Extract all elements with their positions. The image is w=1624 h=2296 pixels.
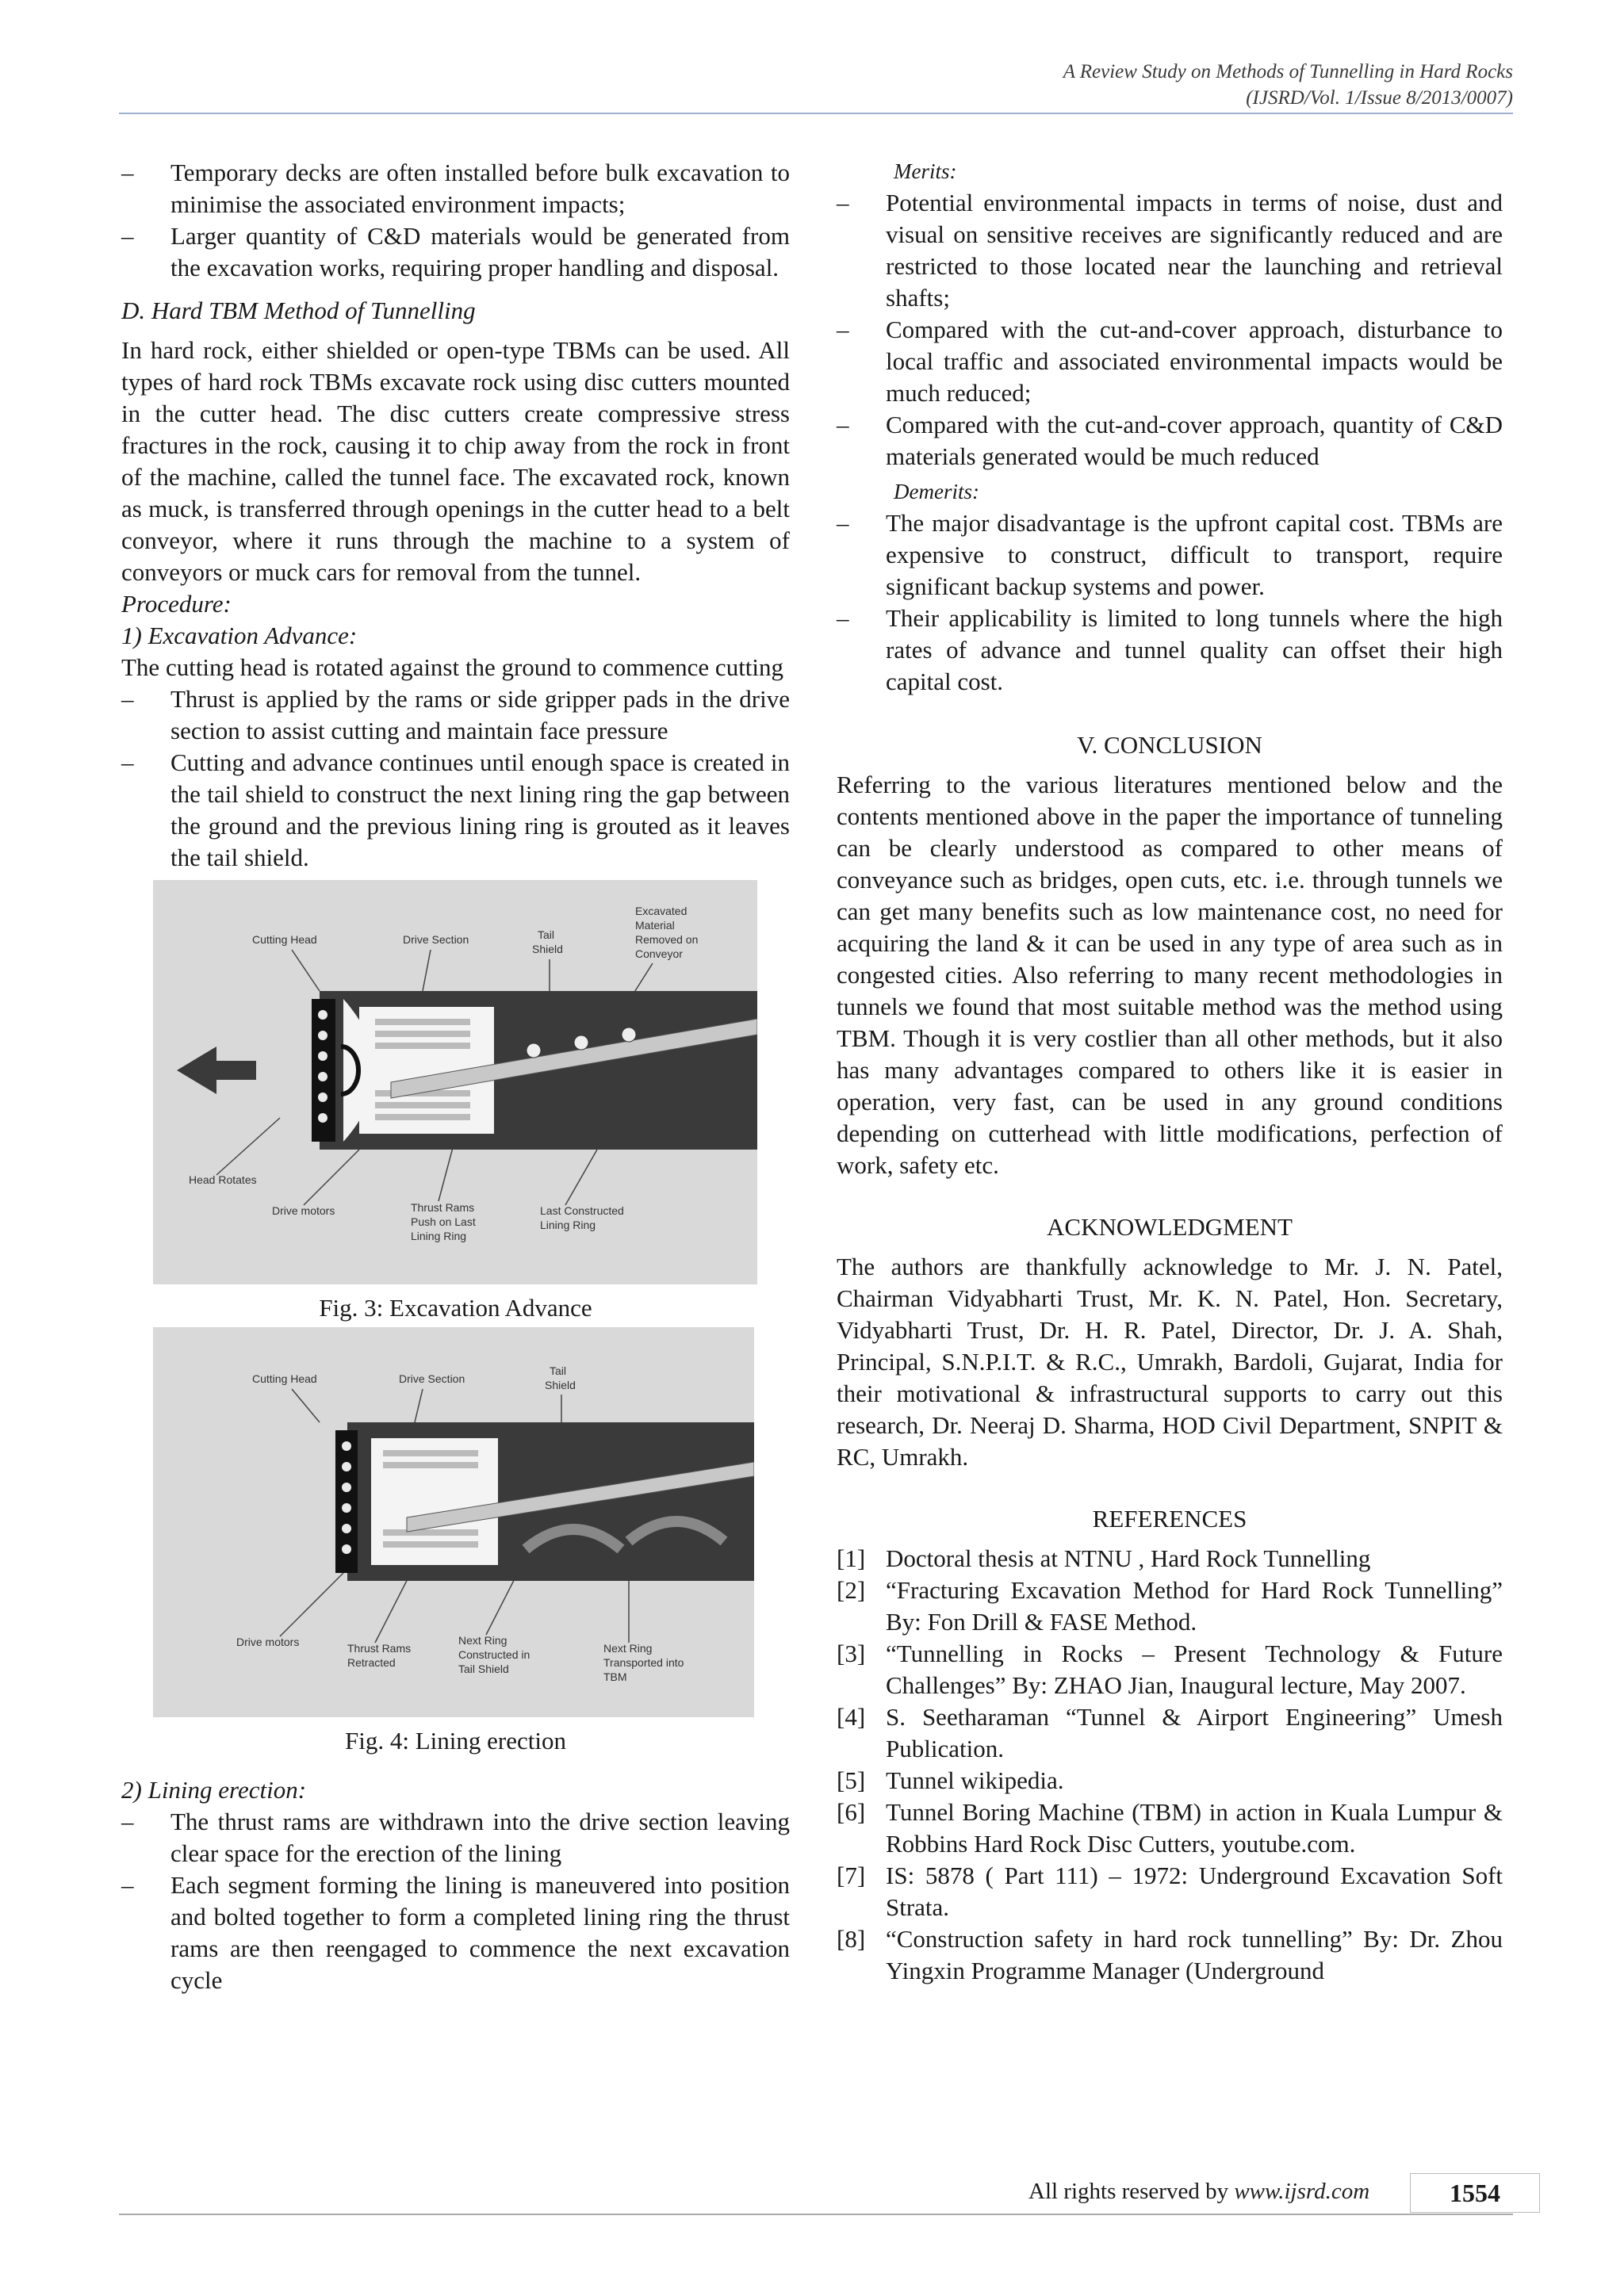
figure-4-caption: Fig. 4: Lining erection [345,1727,566,1755]
reference-item: [2] “Fracturing Excavation Method for Hard Rock Tunnelling” By: Fon Drill & FASE Method. [837,1576,1503,1636]
acknowledgment-paragraph: The authors are thankfully acknowledge to Mr. J. N. Patel, Chairman Vidyabharti Trust, Mr. K. N. Patel, Hon. Secretary, Vidyabharti Trust, Dr. H. R. Patel, Director, Dr. J. A. Shah, Principal, S.N.P.I.T. & R.C., Umrakh, Bardoli, Gujarat, India for their motivational & infrastructural supports to carry out this research, Dr. Neeraj D. Sharma, HOD Civil Department, SNPIT & RC, Umrakh. [837,1253,1503,1471]
step1-heading: 1) Excavation Advance: [121,622,358,649]
svg-text:Drive motors: Drive motors [272,1204,335,1217]
svg-text:Push on Last: Push on Last [411,1215,476,1228]
footer-site-link[interactable]: www.ijsrd.com [1234,2179,1370,2204]
svg-text:Cutting Head: Cutting Head [252,933,317,946]
list-item: – Potential environmental impacts in terms of noise, dust and visual on sensitive receives are significantly reduced and are restricted to those located near the launching and retrieval shafts; [837,189,1503,312]
svg-text:Drive Section: Drive Section [403,933,469,946]
list-item: – Larger quantity of C&D materials would be generated from the excavation works, requiring proper handling and disposal. [121,222,790,281]
svg-text:Thrust Rams: Thrust Rams [411,1201,475,1214]
list-item: – Each segment forming the lining is maneuvered into position and bolted together to form a completed lining ring the thrust rams are then reengaged to commence the next excavation cycle [121,1871,790,1994]
merits-heading: Merits: [894,159,957,183]
conclusion-heading: V. CONCLUSION [1077,731,1262,759]
svg-text:Lining Ring: Lining Ring [411,1230,467,1242]
svg-text:Thrust Rams: Thrust Rams [347,1642,412,1655]
reference-item: [1] Doctoral thesis at NTNU , Hard Rock Tunnelling [837,1544,1371,1572]
reference-item: [7] IS: 5878 ( Part 111) – 1972: Underground Excavation Soft Strata. [837,1862,1503,1921]
header-rule [119,113,1513,114]
acknowledgment-heading: ACKNOWLEDGMENT [1047,1213,1293,1241]
conclusion-paragraph: Referring to the various literatures mentioned below and the contents mentioned above in the paper the importance of tunneling can be clearly understood as compared to other means of conveyance such as bridges, open cuts, etc. i.e. through tunnels we can get many benefits such as low maintenance cost, no need for acquiring the land & it can be used in any type of area such as in congested cities. Also referring to many recent methodologies in tunnels we found that most suitable method was the method using TBM. Though it is very costlier than all other methods, but it also has many advantages compared to others like it is easier in operation, very fast, can be used in any ground conditions depending on cutterhead with little modifications, perfection of work, safety etc. [837,771,1503,1179]
svg-text:Next Ring: Next Ring [458,1634,508,1647]
section-heading-d: D. Hard TBM Method of Tunnelling [121,297,476,324]
footer-rule [119,2214,1513,2215]
list-item: – Thrust is applied by the rams or side gripper pads in the drive section to assist cutting and maintain face pressure [121,685,790,744]
svg-text:Shield: Shield [532,943,563,955]
excavation-advance-diagram [153,880,757,1284]
svg-text:Tail: Tail [538,928,555,941]
svg-text:Conveyor: Conveyor [635,947,683,960]
list-item: – Compared with the cut-and-cover approach, quantity of C&D materials generated would be much reduced [837,411,1503,470]
reference-item: [4] S. Seetharaman “Tunnel & Airport Engineering” Umesh Publication. [837,1703,1503,1762]
paragraph-tbm: In hard rock, either shielded or open-type TBMs can be used. All types of hard rock TBMs excavate rock using disc cutters mounted in the cutter head. The disc cutters create compressive stress fractures in the rock, causing it to chip away from the rock in front of the machine, called the tunnel face. The excavated rock, known as muck, is transferred through openings in the cutter head to a belt conveyor, where it runs through the machine to a system of conveyors or muck cars for removal from the tunnel. [121,336,790,586]
header-title: A Review Study on Methods of Tunnelling in Hard Rocks [1063,61,1513,82]
lining-erection-diagram [153,1327,754,1717]
figure-3-caption: Fig. 3: Excavation Advance [319,1294,592,1322]
reference-item: [8] “Construction safety in hard rock tunnelling” By: Dr. Zhou Yingxin Programme Manager (Underground [837,1925,1503,1984]
svg-text:Tail Shield: Tail Shield [458,1663,509,1675]
header-journal: (IJSRD/Vol. 1/Issue 8/2013/0007) [1246,87,1513,109]
svg-text:Last Constructed: Last Constructed [540,1204,624,1217]
running-header [1063,59,1513,111]
figure-3 [153,880,790,1292]
reference-item: [6] Tunnel Boring Machine (TBM) in action in Kuala Lumpur & Robbins Hard Rock Disc Cutters, youtube.com. [837,1798,1503,1858]
svg-text:Constructed in: Constructed in [458,1648,530,1661]
list-item: – Their applicability is limited to long tunnels where the high rates of advance and tunnel quality can offset their high capital cost. [837,604,1503,695]
list-item: – The major disadvantage is the upfront capital cost. TBMs are expensive to construct, difficult to transport, require significant backup systems and power. [837,509,1503,600]
left-column [121,157,790,1996]
svg-text:Material: Material [635,919,675,932]
step1-text: The cutting head is rotated against the ground to commence cutting [121,653,784,681]
list-item: – Compared with the cut-and-cover approach, disturbance to local traffic and associated environmental impacts would be much reduced; [837,316,1503,407]
svg-text:Shield: Shield [545,1379,576,1391]
svg-text:Retracted: Retracted [347,1656,396,1669]
reference-item: [5] Tunnel wikipedia. [837,1766,1064,1794]
svg-text:Removed on: Removed on [635,933,699,946]
list-item: – Temporary decks are often installed before bulk excavation to minimise the associated environment impacts; [121,159,790,218]
svg-text:Cutting Head: Cutting Head [252,1372,317,1385]
step2-heading: 2) Lining erection: [121,1776,307,1804]
svg-text:Head Rotates: Head Rotates [189,1173,257,1186]
svg-text:Lining Ring: Lining Ring [540,1219,596,1231]
figure-4 [153,1327,790,1725]
procedure-heading: Procedure: [121,590,232,618]
footer-rights: All rights reserved by www.ijsrd.com [1028,2179,1370,2204]
references-heading: REFERENCES [1092,1505,1247,1533]
demerits-heading: Demerits: [894,480,979,503]
svg-text:TBM: TBM [603,1670,627,1683]
reference-item: [3] “Tunnelling in Rocks – Present Technology & Future Challenges” By: ZHAO Jian, Inaugural lecture, May 2007. [837,1640,1503,1699]
svg-text:Excavated: Excavated [635,905,688,917]
svg-text:Drive motors: Drive motors [236,1636,300,1648]
svg-text:Transported into: Transported into [603,1656,684,1669]
svg-text:Tail: Tail [550,1364,567,1377]
list-item: – Cutting and advance continues until enough space is created in the tail shield to construct the next lining ring the gap between the ground and the previous lining ring is grouted as it leaves the tail shield. [121,748,790,871]
list-item: – The thrust rams are withdrawn into the drive section leaving clear space for the erection of the lining [121,1808,790,1867]
svg-text:Next Ring: Next Ring [603,1642,653,1655]
page-number: 1554 [1410,2173,1540,2213]
right-column [837,157,1503,1987]
svg-text:Drive Section: Drive Section [399,1372,465,1385]
